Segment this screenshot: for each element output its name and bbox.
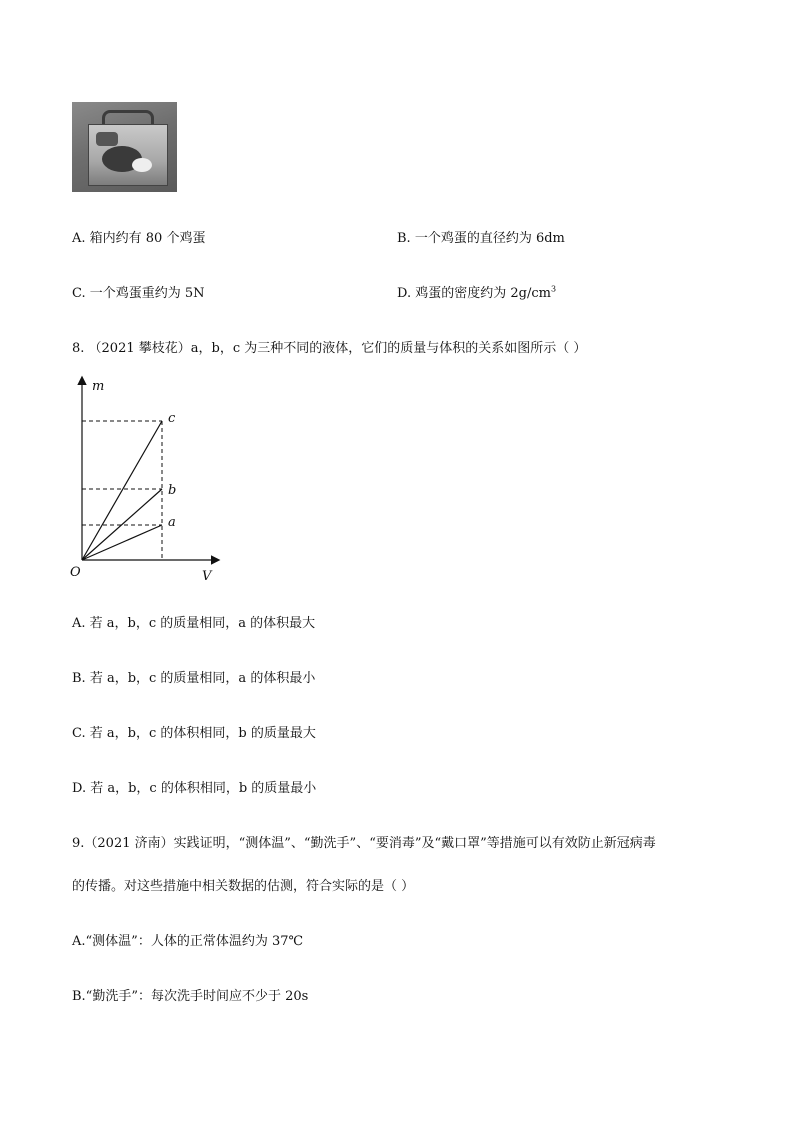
q7-option-d-text: D. 鸡蛋的密度约为 2g/cm — [397, 286, 551, 301]
q8-option-c: C. 若 a，b，c 的体积相同，b 的质量最大 — [72, 726, 316, 741]
q9-stem-line2: 的传播。对这些措施中相关数据的估测，符合实际的是（ ） — [72, 879, 415, 894]
box-label-shape — [96, 132, 118, 146]
q7-option-d — [397, 282, 556, 301]
line-label-a: a — [168, 515, 176, 530]
mass-volume-graph — [60, 370, 230, 590]
q9-option-a: A.“测体温”：人体的正常体温约为 37℃ — [72, 934, 304, 949]
line-label-b: b — [168, 483, 177, 498]
y-axis-label: m — [92, 379, 105, 394]
q8-stem: 8. （2021 攀枝花）a，b，c 为三种不同的液体，它们的质量与体积的关系如图所示（ ） — [72, 341, 587, 356]
q7-option-c: C. 一个鸡蛋重约为 5N — [72, 286, 205, 301]
q8-option-d: D. 若 a，b，c 的体积相同，b 的质量最小 — [72, 781, 317, 796]
q7-option-b: B. 一个鸡蛋的直径约为 6dm — [397, 231, 565, 246]
line-b — [82, 489, 162, 560]
q9-stem-line1: 9.（2021 济南）实践证明，“测体温”、“勤洗手”、“要消毒”及“戴口罩”等措施可以有效防止新冠病毒 — [72, 836, 656, 851]
q8-option-a: A. 若 a，b，c 的质量相同，a 的体积最大 — [72, 616, 316, 631]
line-c — [82, 421, 162, 560]
egg-shape — [132, 158, 152, 172]
origin-label: O — [70, 565, 81, 580]
x-axis-label: V — [202, 569, 212, 584]
q7-option-a: A. 箱内约有 80 个鸡蛋 — [72, 231, 206, 246]
egg-box-photo — [72, 102, 177, 192]
line-a — [82, 525, 162, 560]
q9-option-b: B.“勤洗手”：每次洗手时间应不少于 20s — [72, 989, 309, 1004]
q8-option-b: B. 若 a，b，c 的质量相同，a 的体积最小 — [72, 671, 316, 686]
q7-option-d-sup: 3 — [550, 284, 557, 294]
line-label-c: c — [168, 411, 176, 426]
